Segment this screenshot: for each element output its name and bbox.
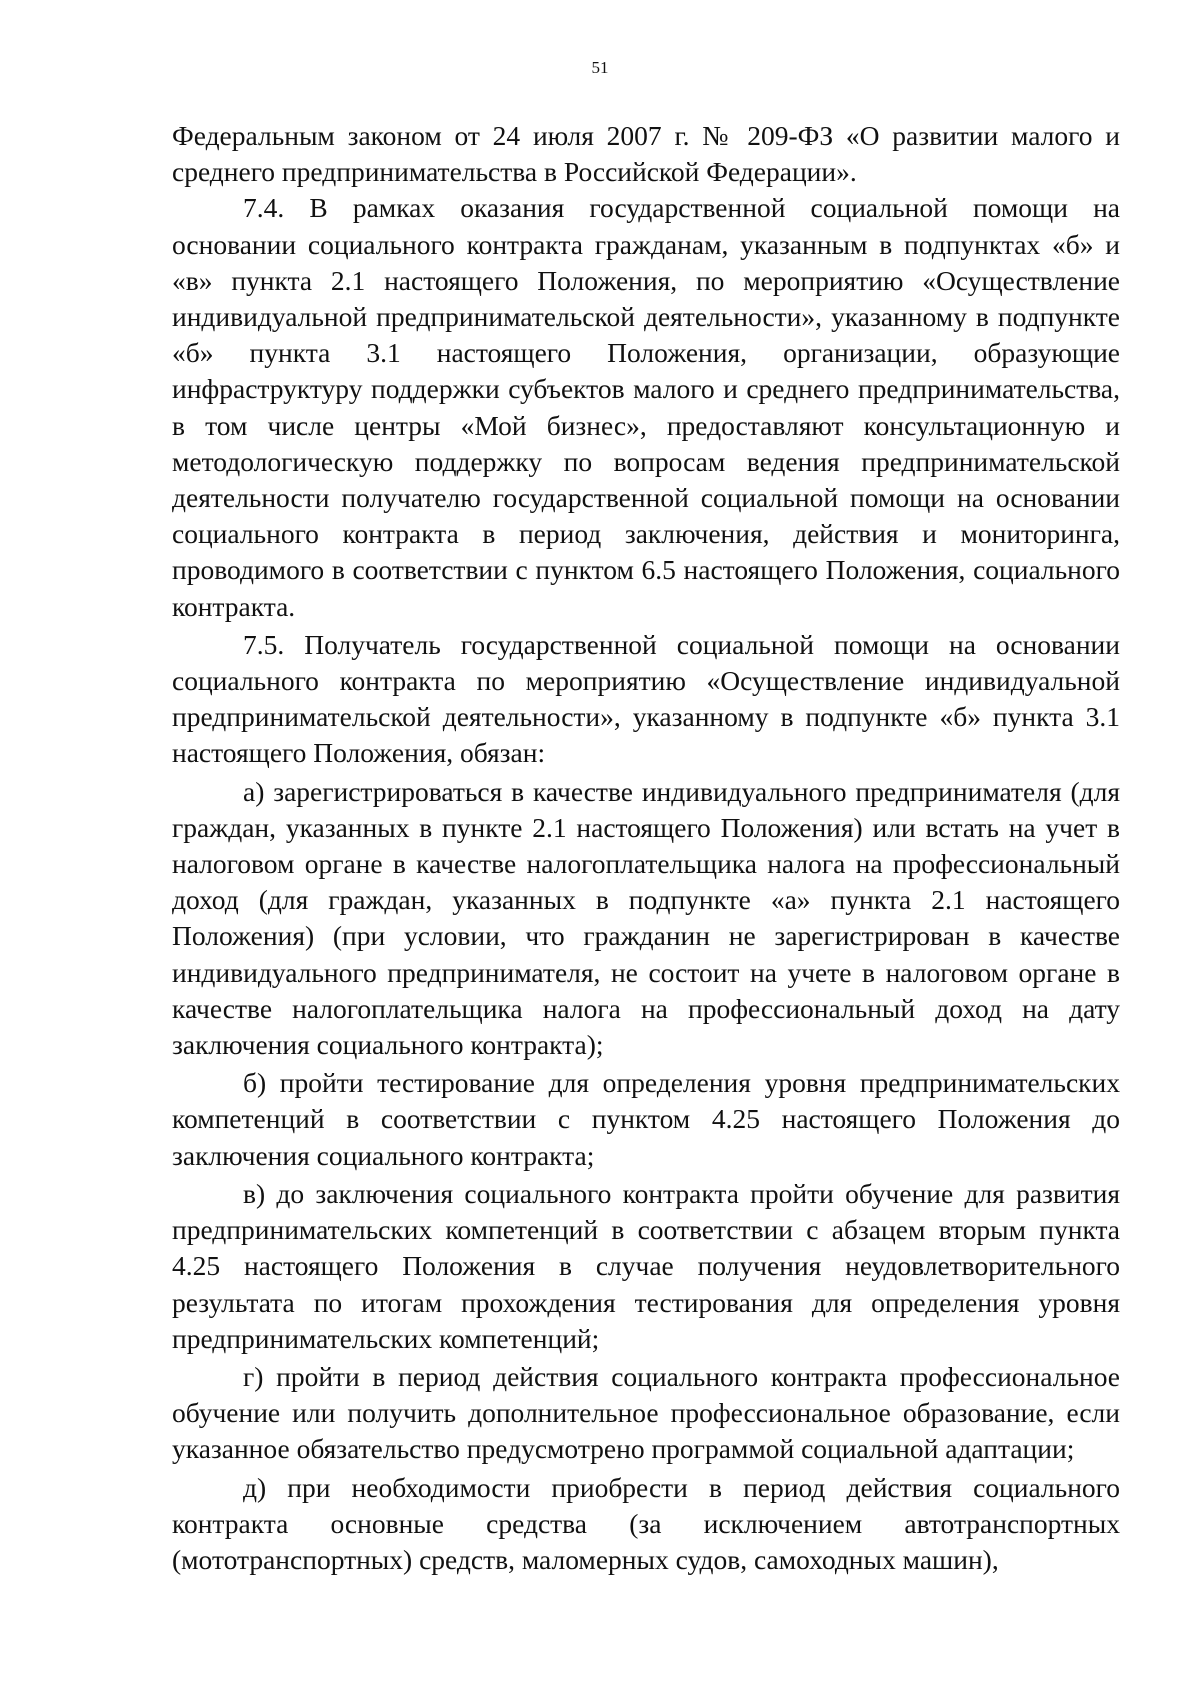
paragraph-7-5: 7.5. Получатель государственной социальной помощи на основании социального контракта по мероприятию «Осуществление индивидуальной предпринимательской деятельности», указанному в подпункте «б» пункта 3.1 настоящего Положения, обязан: [172,628,1120,769]
page-number: 51 [591,58,609,77]
subparagraph-g: г) пройти в период действия социального контракта профессиональное обучение или получить дополнительное профессиональное образование, если указанное обязательство предусмотрено программой социальной адаптации; [172,1360,1120,1465]
paragraph-law-reference: Федеральным законом от 24 июля 2007 г. № 209-ФЗ «О развитии малого и среднего предпринимательства в Российской Федерации». [172,120,1120,188]
subparagraph-b: б) пройти тестирование для определения уровня предпринимательских компетенций в соответствии с пунктом 4.25 настоящего Положения до заключения социального контракта; [172,1067,1120,1171]
document-body [172,118,1120,1578]
subparagraph-v: в) до заключения социального контракта пройти обучение для развития предпринимательских компетенций в соответствии с абзацем вторым пункта 4.25 настоящего Положения в случае получения неудовлетворительного результата по итогам прохождения тестирования для определения уровня предпринимательских компетенций; [172,1177,1120,1354]
paragraph-7-4: 7.4. В рамках оказания государственной социальной помощи на основании социального контракта гражданам, указанным в подпунктах «б» и «в» пункта 2.1 настоящего Положения, по мероприятию «Осуществление индивидуальной предпринимательской деятельности», указанному в подпункте «б» пункта 3.1 настоящего Положения, организации, образующие инфраструктуру поддержки субъектов малого и среднего предпринимательства, в том числе центры «Мой бизнес», предоставляют консультационную и методологическую поддержку по вопросам ведения предпринимательской деятельности получателю государственной социальной помощи на основании социального контракта в период заключения, действия и мониторинга, проводимого в соответствии с пунктом 6.5 настоящего Положения, социального контракта. [172,192,1120,622]
subparagraph-d: д) при необходимости приобрести в период действия социального контракта основные средства (за исключением автотранспортных (мототранспортных) средств, маломерных судов, самоходных машин), [172,1471,1120,1575]
subparagraph-a: а) зарегистрироваться в качестве индивидуального предпринимателя (для граждан, указанных в пункте 2.1 настоящего Положения) или встать на учет в налоговом органе в качестве налогоплательщика налога на профессиональный доход (для граждан, указанных в подпункте «а» пункта 2.1 настоящего Положения) (при условии, что гражданин не зарегистрирован в качестве индивидуального предпринимателя, не состоит на учете в налоговом органе в качестве налогоплательщика налога на профессиональный доход на дату заключения социального контракта); [172,775,1120,1061]
